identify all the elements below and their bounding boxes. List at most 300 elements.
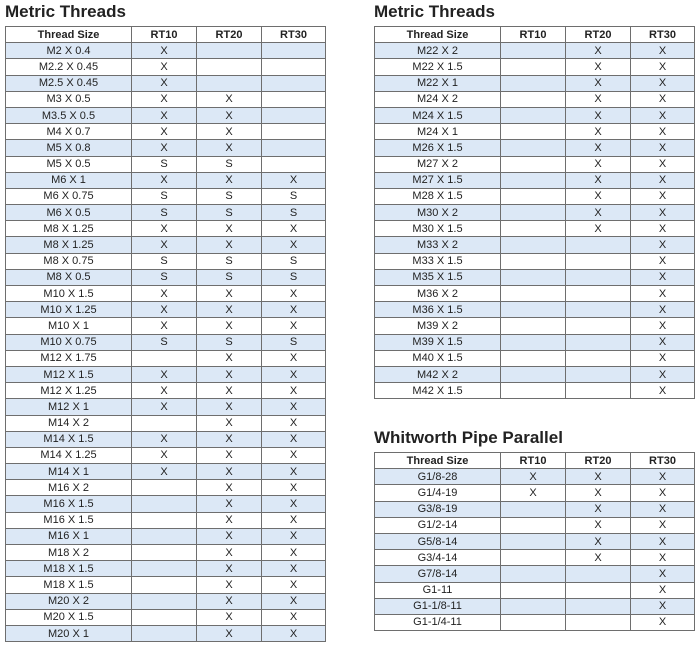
table-row	[375, 59, 695, 75]
rt30-cell: X	[631, 124, 695, 140]
rt20-cell: S	[197, 253, 262, 269]
rt10-cell: X	[132, 124, 197, 140]
rt20-cell: X	[566, 107, 631, 123]
rt10-cell: S	[132, 205, 197, 221]
rt30-cell: X	[262, 545, 326, 561]
rt10-cell	[501, 107, 566, 123]
table-row	[6, 545, 326, 561]
rt30-cell	[262, 43, 326, 59]
table-row	[6, 221, 326, 237]
rt30-cell: X	[262, 318, 326, 334]
table-row	[6, 464, 326, 480]
rt20-cell	[566, 366, 631, 382]
table-row	[6, 43, 326, 59]
rt30-cell: X	[262, 480, 326, 496]
rt30-cell: X	[631, 107, 695, 123]
table-row	[6, 609, 326, 625]
thread-size-cell: M42 X 1.5	[375, 383, 501, 399]
thread-size-cell: M35 X 1.5	[375, 269, 501, 285]
table-row	[6, 124, 326, 140]
rt10-cell: X	[132, 464, 197, 480]
rt10-cell	[501, 269, 566, 285]
rt20-cell	[566, 383, 631, 399]
rt10-cell	[501, 517, 566, 533]
rt10-cell: S	[132, 334, 197, 350]
rt30-cell: X	[631, 517, 695, 533]
rt30-cell: X	[262, 383, 326, 399]
rt30-cell: X	[631, 318, 695, 334]
header-thread-size: Thread Size	[6, 27, 132, 43]
rt10-cell	[501, 43, 566, 59]
table-row	[375, 140, 695, 156]
table-row	[375, 582, 695, 598]
thread-size-cell: M16 X 1.5	[6, 512, 132, 528]
header-rt20: RT20	[566, 453, 631, 469]
table-row	[375, 91, 695, 107]
table-row	[375, 43, 695, 59]
rt20-cell: S	[197, 188, 262, 204]
thread-size-cell: M30 X 1.5	[375, 221, 501, 237]
rt30-cell	[262, 140, 326, 156]
rt30-cell: X	[631, 533, 695, 549]
thread-size-cell: M33 X 1.5	[375, 253, 501, 269]
table-row	[6, 59, 326, 75]
rt10-cell	[501, 156, 566, 172]
table-row	[6, 188, 326, 204]
rt30-cell: X	[631, 156, 695, 172]
rt10-cell	[501, 598, 566, 614]
rt10-cell	[501, 614, 566, 630]
thread-size-cell: M14 X 1	[6, 464, 132, 480]
thread-size-cell: M16 X 1.5	[6, 496, 132, 512]
rt30-cell: X	[631, 91, 695, 107]
table-row	[6, 172, 326, 188]
rt20-cell: X	[197, 545, 262, 561]
table-row	[6, 318, 326, 334]
thread-size-cell: M8 X 0.5	[6, 269, 132, 285]
rt10-cell: X	[132, 431, 197, 447]
rt20-cell	[566, 350, 631, 366]
table-row	[6, 512, 326, 528]
rt30-cell: X	[631, 485, 695, 501]
rt20-cell	[566, 237, 631, 253]
rt10-cell	[132, 512, 197, 528]
rt30-cell: X	[262, 172, 326, 188]
header-thread-size: Thread Size	[375, 27, 501, 43]
rt10-cell	[501, 318, 566, 334]
thread-size-cell: M42 X 2	[375, 366, 501, 382]
rt10-cell	[132, 593, 197, 609]
table-header-row	[375, 27, 695, 43]
header-rt10: RT10	[132, 27, 197, 43]
rt30-cell: X	[262, 286, 326, 302]
rt10-cell	[501, 205, 566, 221]
table-row	[375, 237, 695, 253]
table-row	[6, 593, 326, 609]
table-row	[6, 496, 326, 512]
thread-size-cell: M16 X 2	[6, 480, 132, 496]
rt20-cell: X	[566, 221, 631, 237]
thread-size-cell: M12 X 1.5	[6, 366, 132, 382]
table-row	[6, 107, 326, 123]
rt10-cell	[501, 124, 566, 140]
table-row	[375, 156, 695, 172]
rt20-cell: X	[197, 625, 262, 641]
rt20-cell: X	[197, 286, 262, 302]
right-bottom-table-title: Whitworth Pipe Parallel	[374, 428, 563, 447]
rt10-cell: X	[132, 318, 197, 334]
thread-size-cell: M16 X 1	[6, 528, 132, 544]
rt30-cell: X	[631, 286, 695, 302]
rt30-cell: X	[631, 550, 695, 566]
rt30-cell: S	[262, 253, 326, 269]
rt20-cell: X	[566, 501, 631, 517]
thread-size-cell: G1/8-28	[375, 469, 501, 485]
rt10-cell	[501, 75, 566, 91]
thread-size-cell: M22 X 1.5	[375, 59, 501, 75]
rt10-cell: X	[132, 172, 197, 188]
thread-size-cell: M30 X 2	[375, 205, 501, 221]
rt10-cell	[132, 609, 197, 625]
rt30-cell: X	[262, 431, 326, 447]
thread-size-cell: M18 X 1.5	[6, 561, 132, 577]
rt30-cell: X	[262, 577, 326, 593]
thread-size-cell: M22 X 2	[375, 43, 501, 59]
rt30-cell: S	[262, 205, 326, 221]
table-row	[6, 480, 326, 496]
rt20-cell: X	[197, 366, 262, 382]
rt20-cell: X	[197, 609, 262, 625]
rt30-cell	[262, 91, 326, 107]
rt30-cell: X	[631, 43, 695, 59]
rt30-cell: X	[631, 237, 695, 253]
rt10-cell	[501, 350, 566, 366]
rt30-cell: X	[631, 253, 695, 269]
thread-size-cell: G1-1/4-11	[375, 614, 501, 630]
table-row	[375, 172, 695, 188]
rt10-cell	[501, 566, 566, 582]
thread-size-cell: G5/8-14	[375, 533, 501, 549]
thread-size-cell: M12 X 1.75	[6, 350, 132, 366]
header-rt10: RT10	[501, 27, 566, 43]
rt30-cell: X	[262, 415, 326, 431]
table-row	[375, 318, 695, 334]
rt30-cell: X	[262, 593, 326, 609]
thread-size-cell: M39 X 2	[375, 318, 501, 334]
rt10-cell: S	[132, 269, 197, 285]
left-table-title: Metric Threads	[5, 2, 126, 21]
rt10-cell: X	[132, 383, 197, 399]
rt10-cell: X	[132, 286, 197, 302]
rt30-cell	[262, 107, 326, 123]
table-row	[375, 501, 695, 517]
thread-size-cell: M20 X 1.5	[6, 609, 132, 625]
rt30-cell: X	[262, 221, 326, 237]
rt10-cell: X	[132, 43, 197, 59]
thread-size-cell: M6 X 1	[6, 172, 132, 188]
rt20-cell: X	[566, 485, 631, 501]
rt20-cell: X	[566, 75, 631, 91]
rt20-cell	[566, 614, 631, 630]
rt10-cell	[501, 59, 566, 75]
thread-size-cell: G1-11	[375, 582, 501, 598]
rt10-cell	[501, 221, 566, 237]
thread-size-cell: M20 X 2	[6, 593, 132, 609]
thread-size-cell: G1/4-19	[375, 485, 501, 501]
right-top-table-title: Metric Threads	[374, 2, 495, 21]
rt20-cell: X	[197, 383, 262, 399]
rt20-cell: X	[197, 593, 262, 609]
rt20-cell	[566, 253, 631, 269]
table-row	[375, 205, 695, 221]
thread-size-cell: M33 X 2	[375, 237, 501, 253]
rt10-cell	[501, 286, 566, 302]
rt20-cell: X	[197, 302, 262, 318]
table-row	[6, 577, 326, 593]
rt30-cell: X	[631, 140, 695, 156]
rt30-cell: S	[262, 188, 326, 204]
rt10-cell: X	[132, 59, 197, 75]
rt10-cell	[132, 350, 197, 366]
table-row	[6, 286, 326, 302]
thread-size-cell: M24 X 2	[375, 91, 501, 107]
thread-size-cell: M10 X 0.75	[6, 334, 132, 350]
rt10-cell: X	[132, 366, 197, 382]
rt20-cell: X	[197, 496, 262, 512]
rt10-cell	[132, 561, 197, 577]
rt10-cell: X	[132, 107, 197, 123]
rt20-cell	[566, 598, 631, 614]
rt20-cell	[566, 269, 631, 285]
rt10-cell	[132, 528, 197, 544]
rt30-cell: X	[631, 614, 695, 630]
rt30-cell: X	[262, 625, 326, 641]
rt30-cell: S	[262, 334, 326, 350]
thread-size-cell: M27 X 2	[375, 156, 501, 172]
rt20-cell: X	[566, 188, 631, 204]
table-row	[6, 350, 326, 366]
header-rt30: RT30	[262, 27, 326, 43]
table-row	[6, 334, 326, 350]
table-row	[6, 302, 326, 318]
rt20-cell	[566, 582, 631, 598]
rt10-cell	[501, 501, 566, 517]
thread-size-cell: M5 X 0.8	[6, 140, 132, 156]
rt30-cell: X	[262, 302, 326, 318]
rt10-cell	[132, 415, 197, 431]
rt30-cell: X	[631, 205, 695, 221]
thread-size-cell: M24 X 1	[375, 124, 501, 140]
metric-threads-table-right	[374, 26, 695, 399]
rt30-cell: S	[262, 269, 326, 285]
thread-size-cell: M18 X 1.5	[6, 577, 132, 593]
rt20-cell: X	[197, 172, 262, 188]
rt10-cell	[501, 91, 566, 107]
rt10-cell	[501, 550, 566, 566]
rt30-cell: X	[262, 512, 326, 528]
table-row	[6, 383, 326, 399]
table-row	[375, 334, 695, 350]
rt20-cell: X	[197, 431, 262, 447]
table-row	[6, 253, 326, 269]
thread-size-cell: M14 X 1.5	[6, 431, 132, 447]
table-row	[6, 399, 326, 415]
rt30-cell: X	[631, 75, 695, 91]
rt30-cell: X	[631, 59, 695, 75]
rt10-cell: S	[132, 188, 197, 204]
rt10-cell	[132, 496, 197, 512]
rt10-cell	[501, 253, 566, 269]
table-row	[375, 566, 695, 582]
rt10-cell	[501, 533, 566, 549]
table-header-row	[6, 27, 326, 43]
rt30-cell	[262, 156, 326, 172]
thread-size-cell: M6 X 0.5	[6, 205, 132, 221]
rt20-cell: X	[566, 140, 631, 156]
table-row	[375, 302, 695, 318]
rt10-cell	[501, 302, 566, 318]
rt20-cell	[197, 43, 262, 59]
rt20-cell: X	[197, 237, 262, 253]
table-row	[375, 253, 695, 269]
rt20-cell: S	[197, 334, 262, 350]
rt30-cell: X	[631, 172, 695, 188]
header-rt20: RT20	[197, 27, 262, 43]
rt10-cell	[132, 545, 197, 561]
thread-size-cell: M26 X 1.5	[375, 140, 501, 156]
table-row	[6, 156, 326, 172]
rt10-cell	[132, 480, 197, 496]
table-row	[375, 533, 695, 549]
header-rt20: RT20	[566, 27, 631, 43]
thread-size-cell: M18 X 2	[6, 545, 132, 561]
rt20-cell	[566, 318, 631, 334]
thread-size-cell: M4 X 0.7	[6, 124, 132, 140]
rt20-cell: X	[566, 550, 631, 566]
thread-size-cell: G7/8-14	[375, 566, 501, 582]
rt30-cell	[262, 75, 326, 91]
table-row	[375, 221, 695, 237]
rt30-cell: X	[631, 188, 695, 204]
table-row	[6, 237, 326, 253]
table-row	[375, 286, 695, 302]
rt10-cell	[501, 334, 566, 350]
rt30-cell: X	[631, 221, 695, 237]
thread-size-cell: M2 X 0.4	[6, 43, 132, 59]
thread-size-cell: M39 X 1.5	[375, 334, 501, 350]
rt20-cell: X	[197, 415, 262, 431]
rt30-cell: X	[631, 350, 695, 366]
rt20-cell: X	[197, 577, 262, 593]
rt30-cell: X	[631, 269, 695, 285]
table-row	[6, 366, 326, 382]
rt20-cell	[197, 75, 262, 91]
table-row	[6, 447, 326, 463]
thread-size-cell: M36 X 2	[375, 286, 501, 302]
rt10-cell	[501, 140, 566, 156]
rt10-cell	[501, 188, 566, 204]
thread-size-cell: M12 X 1	[6, 399, 132, 415]
metric-threads-table-left	[5, 26, 326, 642]
thread-size-cell: M8 X 1.25	[6, 221, 132, 237]
rt10-cell: S	[132, 253, 197, 269]
table-row	[6, 269, 326, 285]
rt30-cell: X	[262, 561, 326, 577]
thread-size-cell: G3/4-14	[375, 550, 501, 566]
header-rt30: RT30	[631, 27, 695, 43]
thread-size-cell: M8 X 0.75	[6, 253, 132, 269]
table-row	[375, 107, 695, 123]
rt30-cell	[262, 124, 326, 140]
rt30-cell: X	[631, 302, 695, 318]
rt30-cell: X	[262, 464, 326, 480]
rt30-cell: X	[631, 469, 695, 485]
thread-size-cell: G1-1/8-11	[375, 598, 501, 614]
rt30-cell: X	[631, 566, 695, 582]
rt20-cell: X	[566, 43, 631, 59]
rt20-cell: X	[197, 480, 262, 496]
rt20-cell: X	[566, 59, 631, 75]
rt30-cell: X	[262, 350, 326, 366]
rt10-cell: X	[132, 140, 197, 156]
rt30-cell: X	[631, 334, 695, 350]
rt20-cell	[566, 286, 631, 302]
rt20-cell: X	[197, 561, 262, 577]
thread-size-cell: M5 X 0.5	[6, 156, 132, 172]
rt10-cell: X	[501, 485, 566, 501]
rt20-cell: S	[197, 205, 262, 221]
rt30-cell: X	[262, 366, 326, 382]
thread-size-cell: M3.5 X 0.5	[6, 107, 132, 123]
table-row	[6, 415, 326, 431]
rt10-cell	[132, 625, 197, 641]
thread-size-cell: G1/2-14	[375, 517, 501, 533]
rt10-cell: X	[501, 469, 566, 485]
thread-size-cell: M10 X 1.25	[6, 302, 132, 318]
rt20-cell	[197, 59, 262, 75]
table-row	[375, 485, 695, 501]
rt20-cell: X	[566, 156, 631, 172]
table-row	[6, 140, 326, 156]
rt20-cell: X	[566, 517, 631, 533]
rt30-cell: X	[262, 496, 326, 512]
thread-size-cell: G3/8-19	[375, 501, 501, 517]
rt30-cell: X	[631, 383, 695, 399]
header-rt10: RT10	[501, 453, 566, 469]
thread-size-cell: M2.5 X 0.45	[6, 75, 132, 91]
rt20-cell: X	[566, 91, 631, 107]
rt20-cell: S	[197, 156, 262, 172]
rt20-cell: X	[566, 172, 631, 188]
rt30-cell: X	[262, 528, 326, 544]
table-row	[375, 383, 695, 399]
thread-size-cell: M14 X 1.25	[6, 447, 132, 463]
thread-size-cell: M12 X 1.25	[6, 383, 132, 399]
thread-size-cell: M20 X 1	[6, 625, 132, 641]
rt30-cell: X	[262, 609, 326, 625]
rt20-cell: X	[197, 91, 262, 107]
rt30-cell: X	[631, 366, 695, 382]
table-row	[375, 614, 695, 630]
rt10-cell	[501, 366, 566, 382]
rt20-cell: X	[566, 205, 631, 221]
rt30-cell: X	[262, 447, 326, 463]
thread-size-cell: M27 X 1.5	[375, 172, 501, 188]
whitworth-pipe-parallel-table	[374, 452, 695, 631]
thread-size-cell: M2.2 X 0.45	[6, 59, 132, 75]
rt20-cell: X	[197, 399, 262, 415]
table-header-row	[375, 453, 695, 469]
